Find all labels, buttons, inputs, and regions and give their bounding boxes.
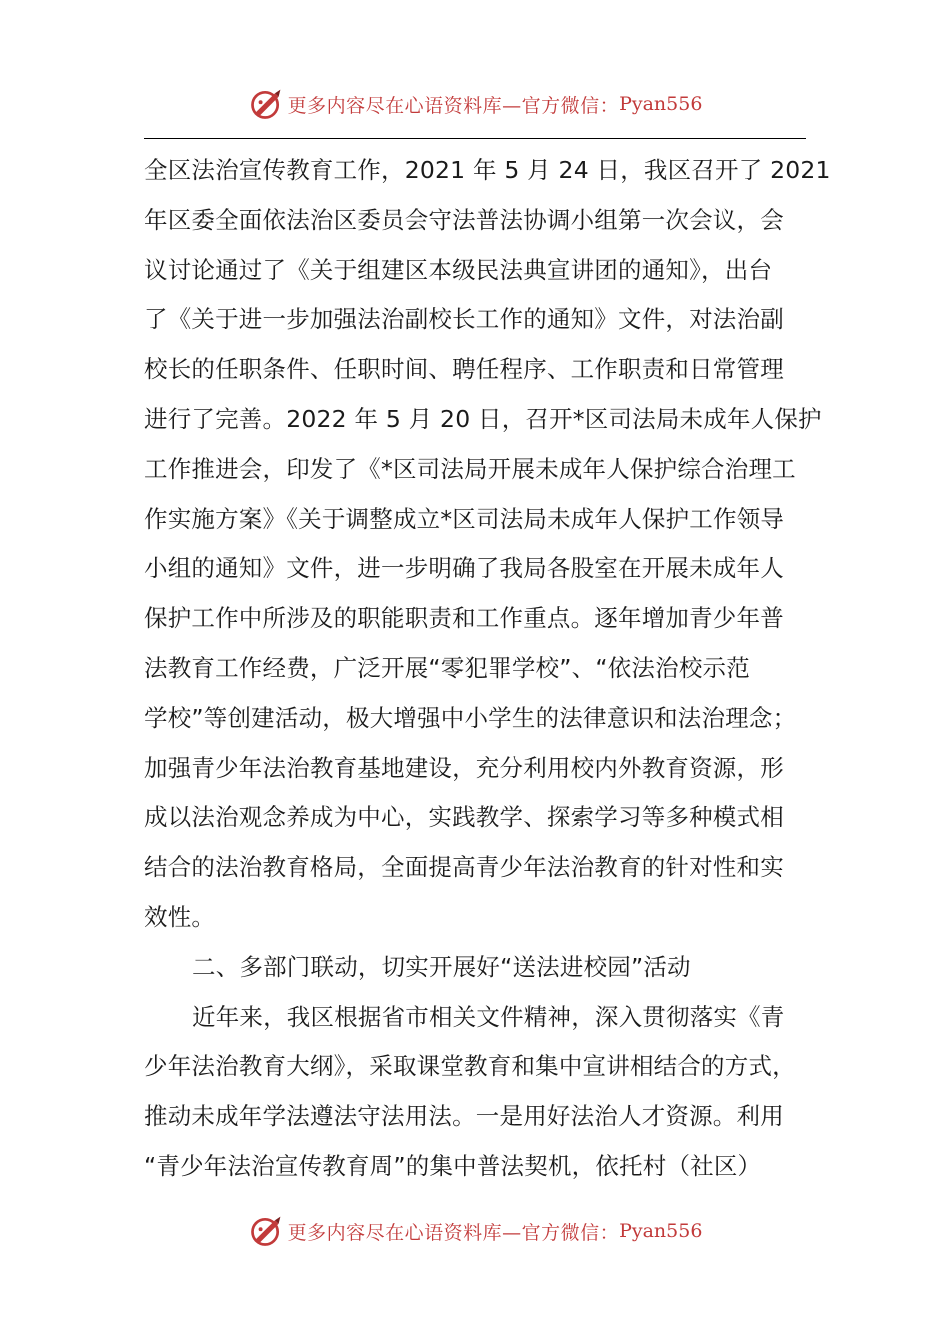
header-divider: [144, 138, 806, 139]
body-line: 年区委全面依法治区委员会守法普法协调小组第一次会议，会: [144, 205, 784, 234]
body-line: 小组的通知》文件，进一步明确了我局各股室在开展未成年人: [144, 554, 784, 583]
body-line: 校长的任职条件、任职时间、聘任程序、工作职责和日常管理: [144, 355, 784, 384]
body-line: 效性。: [144, 902, 216, 931]
body-line: 推动未成年学法遵法守法用法。一是用好法治人才资源。利用: [144, 1102, 784, 1131]
body-line: 议讨论通过了《关于组建区本级民法典宣讲团的通知》，出台: [144, 255, 773, 284]
footer-banner-text: 更多内容尽在心语资料库—官方微信：: [287, 1221, 620, 1244]
body-line: 保护工作中所涉及的职能职责和工作重点。逐年增加青少年普: [144, 604, 784, 633]
footer-wechat-id: Pyan556: [619, 1220, 703, 1242]
body-line: “青少年法治宣传教育周”的集中普法契机，依托村（社区）: [144, 1151, 762, 1180]
paragraph-start: 近年来，我区根据省市相关文件精神，深入贯彻落实《青: [192, 1002, 785, 1031]
body-line: 结合的法治教育格局，全面提高青少年法治教育的针对性和实: [144, 853, 784, 882]
document-body: [144, 146, 831, 1192]
header-wechat-id: Pyan556: [619, 93, 703, 115]
body-line: 学校”等创建活动，极大增强中小学生的法律意识和法治理念；: [144, 703, 797, 732]
body-line: 工作推进会，印发了《*区司法局开展未成年人保护综合治理工: [144, 454, 796, 483]
section-heading: 二、多部门联动，切实开展好“送法进校园”活动: [192, 952, 691, 981]
body-line: 全区法治宣传教育工作，2021 年 5 月 24 日，我区召开了 2021: [144, 156, 831, 184]
body-line: 了《关于进一步加强法治副校长工作的通知》文件，对法治副: [144, 305, 784, 334]
pen-logo-icon: [248, 1213, 284, 1249]
footer-banner: [0, 1211, 950, 1251]
body-line: 少年法治教育大纲》，采取课堂教育和集中宣讲相结合的方式，: [144, 1052, 796, 1081]
body-line: 加强青少年法治教育基地建设，充分利用校内外教育资源，形: [144, 753, 784, 782]
header-banner-text: 更多内容尽在心语资料库—官方微信：: [287, 94, 620, 117]
body-line: 成以法治观念养成为中心，实践教学、探索学习等多种模式相: [144, 803, 784, 832]
body-line: 法教育工作经费，广泛开展“零犯罪学校”、“依法治校示范: [144, 653, 750, 682]
body-line: 作实施方案》《关于调整成立*区司法局未成年人保护工作领导: [144, 504, 785, 533]
body-line: 进行了完善。2022 年 5 月 20 日，召开*区司法局未成年人保护: [144, 404, 822, 433]
header-banner: [0, 84, 950, 124]
pen-logo-icon: [248, 86, 284, 122]
